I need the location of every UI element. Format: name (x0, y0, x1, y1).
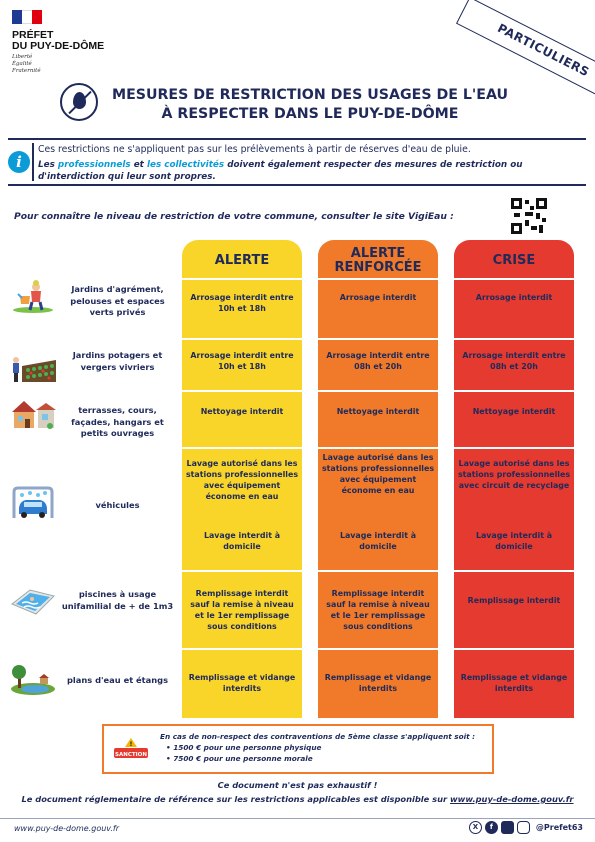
sanction-text (160, 731, 490, 764)
sanction-item-physique: • 1500 € pour une personne physique (166, 743, 322, 752)
prefet-logo (8, 10, 128, 75)
motto-fraternite: Fraternité (12, 68, 41, 74)
alerte-plans: Remplissage et vidange interdits (188, 673, 296, 693)
crise-terrasses: Nettoyage interdit (472, 407, 556, 416)
info-highlight-collectivites: les collectivités (146, 160, 225, 170)
sanction-box (102, 724, 494, 774)
row-label-jardins: Jardins d'agrément, pelouses et espaces verts privés (70, 284, 165, 317)
sanction-item-morale: • 7500 € pour une personne morale (166, 754, 313, 763)
row-label-vehicules: véhicules (95, 500, 140, 510)
not-exhaustive-note: Ce document n'est pas exhaustif ! (217, 780, 378, 790)
info-box (8, 138, 586, 186)
title-line2: À RESPECTER DANS LE PUY-DE-DÔME (161, 106, 459, 122)
motto-egalite: Égalité (12, 61, 32, 67)
consult-vigieau-text: Pour connaître le niveau de restriction de votre commune, consulter le site VigiEau : (14, 211, 454, 222)
sanction-badge-text: SANCTION (115, 752, 147, 758)
row-label-potagers: Jardins potagers et vergers vivriers (72, 350, 163, 372)
title-line1: MESURES DE RESTRICTION DES USAGES DE L'EAU (111, 87, 509, 103)
footer-site-link[interactable]: www.puy-de-dome.gouv.fr (14, 824, 120, 833)
prefet-line1: PRÉFET (12, 29, 54, 41)
renforcee-vehicules-1: Lavage autorisé dans les stations professionnelles avec équipement économe en eau (321, 453, 435, 495)
page-title (110, 86, 510, 124)
info-line2-pre: Les (38, 160, 55, 170)
column-alerte-renforcee (318, 240, 438, 718)
info-line2 (38, 159, 583, 183)
reference-link[interactable]: www.puy-de-dome.gouv.fr (449, 794, 574, 804)
linkedin-icon[interactable] (501, 821, 514, 834)
document-title (60, 80, 530, 136)
alerte-header: ALERTE (214, 253, 270, 268)
facebook-icon[interactable]: f (485, 821, 498, 834)
no-water-icon (60, 83, 98, 121)
info-line2-mid: et (133, 160, 144, 170)
crise-vehicules-1: Lavage autorisé dans les stations professionnelles avec circuit de recyclage (457, 459, 571, 490)
crise-piscines: Remplissage interdit (467, 596, 561, 605)
republic-flag-icon (12, 10, 42, 24)
reference-note (0, 794, 595, 804)
social-handle: @Prefet63 (535, 823, 583, 832)
crise-vehicules-2: Lavage interdit à domicile (475, 531, 553, 551)
column-crise (454, 240, 574, 718)
renforcee-jardins: Arrosage interdit (339, 293, 417, 302)
car-wash-icon (10, 486, 56, 520)
crise-jardins: Arrosage interdit (475, 293, 553, 302)
row-label-piscines: piscines à usage unifamilial de + de 1m3 (61, 589, 174, 611)
gardener-watering-icon (10, 280, 56, 314)
renforcee-header (318, 247, 438, 275)
column-alerte (182, 240, 302, 718)
footer (0, 818, 595, 838)
crise-header: CRISE (492, 253, 536, 268)
reference-note-text: Le document réglementaire de référence sur les restrictions applicables est disponible sur (21, 794, 448, 804)
sanction-warning-icon (114, 738, 148, 760)
instagram-icon[interactable] (517, 821, 530, 834)
pond-icon (10, 662, 56, 696)
info-icon: i (8, 151, 30, 173)
crise-plans: Remplissage et vidange interdits (460, 673, 568, 693)
info-line2-post: doivent également respecter des mesures de restriction ou d'interdiction qui leur sont propres. (38, 160, 523, 182)
info-highlight-professionnels: professionnels (57, 160, 131, 170)
row-label-terrasses: terrasses, cours, façades, hangars et petits ouvrages (71, 405, 164, 438)
vegetable-garden-icon (10, 350, 56, 384)
alerte-potagers: Arrosage interdit entre 10h et 18h (190, 351, 294, 371)
prefet-line2: DU PUY-DE-DÔME (12, 40, 105, 52)
renforcee-piscines: Remplissage interdit sauf la remise à niveau et le 1er remplissage sous conditions (326, 589, 430, 631)
swimming-pool-icon (10, 584, 56, 618)
info-divider (32, 143, 34, 181)
info-line1: Ces restrictions ne s'appliquent pas sur les prélèvements à partir de réserves d'eau de pluie. (38, 144, 471, 155)
renforcee-header-line1: ALERTE (350, 246, 406, 261)
motto-liberte: Liberté (12, 54, 33, 60)
renforcee-vehicules-2: Lavage interdit à domicile (339, 531, 417, 551)
renforcee-potagers: Arrosage interdit entre 08h et 20h (326, 351, 430, 371)
alerte-vehicules-1: Lavage autorisé dans les stations professionnelles avec équipement économe en eau (185, 459, 299, 501)
renforcee-plans: Remplissage et vidange interdits (324, 673, 432, 693)
alerte-jardins: Arrosage interdit entre 10h et 18h (190, 293, 294, 313)
republic-motto (12, 54, 128, 75)
alerte-piscines: Remplissage interdit sauf la remise à niveau et le 1er remplissage sous conditions (190, 589, 294, 631)
alerte-vehicules-2: Lavage interdit à domicile (203, 531, 281, 551)
ribbon-label: PARTICULIERS (456, 0, 595, 105)
house-terrace-icon (10, 398, 56, 432)
renforcee-header-line2: RENFORCÉE (334, 260, 422, 275)
qr-code-icon[interactable] (511, 198, 547, 234)
social-links (469, 821, 583, 834)
row-label-plans: plans d'eau et étangs (66, 675, 169, 685)
crise-potagers: Arrosage interdit entre 08h et 20h (462, 351, 566, 371)
x-icon[interactable]: X (469, 821, 482, 834)
alerte-terrasses: Nettoyage interdit (200, 407, 284, 416)
svg-text:!: ! (129, 741, 133, 748)
sanction-intro: En cas de non-respect des contraventions de 5ème classe s'appliquent soit : (160, 732, 476, 741)
renforcee-terrasses: Nettoyage interdit (336, 407, 420, 416)
